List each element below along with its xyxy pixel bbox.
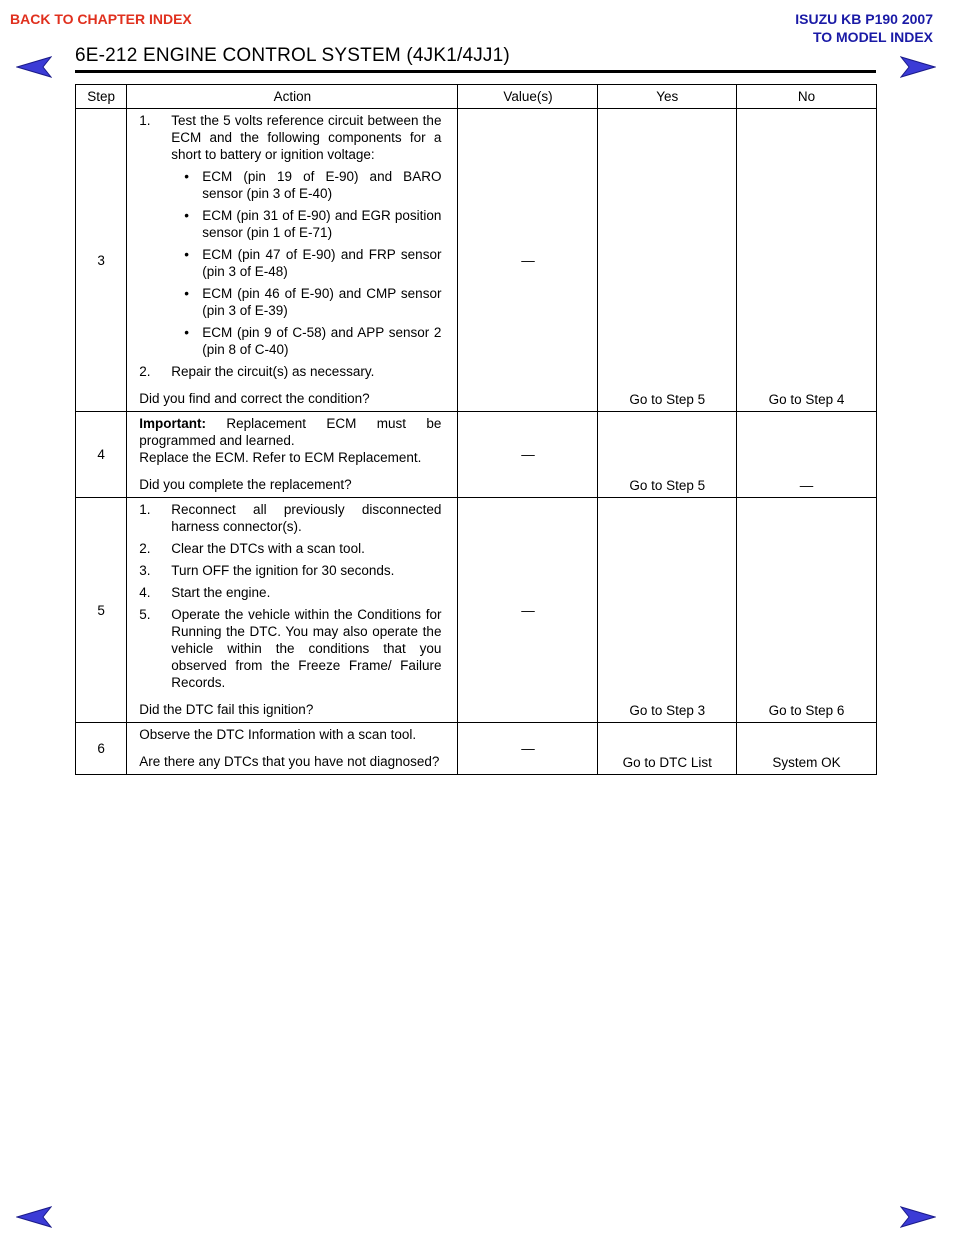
action-cell — [127, 723, 458, 775]
next-page-arrow-icon[interactable] — [900, 56, 936, 78]
no-cell: Go to Step 4 — [737, 109, 877, 412]
model-title: ISUZU KB P190 2007 — [795, 11, 933, 27]
item-number: 4. — [139, 585, 151, 600]
list-item — [139, 584, 441, 601]
item-text: Start the engine. — [171, 585, 271, 600]
value-cell: — — [458, 723, 598, 775]
item-number: 1. — [139, 502, 151, 517]
bullet: • — [184, 169, 189, 184]
header-action: Action — [127, 85, 458, 109]
step-number: 6 — [76, 723, 127, 775]
bullet: • — [184, 247, 189, 262]
item-text: Clear the DTCs with a scan tool. — [171, 541, 365, 556]
item-text: Repair the circuit(s) as necessary. — [171, 364, 375, 379]
table-header-row — [76, 85, 877, 109]
no-cell: Go to Step 6 — [737, 498, 877, 723]
yes-cell: Go to DTC List — [598, 723, 737, 775]
item-text: ECM (pin 9 of C-58) and APP sensor 2 (pin 8 of C-40) — [202, 325, 442, 357]
to-model-index-link[interactable]: TO MODEL INDEX — [812, 29, 933, 45]
item-number: 2. — [139, 541, 151, 556]
list-item — [139, 168, 441, 202]
item-text: ECM (pin 31 of E-90) and EGR position sensor (pin 1 of E-71) — [202, 208, 442, 240]
title-divider — [75, 70, 876, 73]
page-title: 6E-212 ENGINE CONTROL SYSTEM (4JK1/4JJ1) — [75, 45, 510, 66]
bullet: • — [184, 208, 189, 223]
item-text: ECM (pin 47 of E-90) and FRP sensor (pin 3 of E-48) — [202, 247, 442, 279]
prev-page-arrow-icon[interactable] — [16, 56, 52, 78]
question-text: Did you complete the replacement? — [139, 477, 352, 492]
list-item — [139, 363, 441, 380]
list-item — [139, 246, 441, 280]
instruction-text: Observe the DTC Information with a scan tool. — [139, 727, 417, 742]
yes-cell: Go to Step 5 — [598, 412, 737, 498]
table-row — [76, 498, 877, 723]
list-item — [139, 112, 441, 163]
header-step: Step — [76, 85, 127, 109]
no-cell: — — [737, 412, 877, 498]
step-number: 4 — [76, 412, 127, 498]
question-text: Are there any DTCs that you have not diagnosed? — [139, 754, 440, 769]
step-number: 5 — [76, 498, 127, 723]
item-number: 3. — [139, 563, 151, 578]
item-number: 2. — [139, 364, 151, 379]
table-row — [76, 109, 877, 412]
diagnostic-table — [75, 84, 877, 775]
header-values: Value(s) — [458, 85, 598, 109]
item-text: Test the 5 volts reference circuit between the ECM and the following components for a short to battery or ignition voltage: — [171, 113, 442, 162]
list-item — [139, 562, 441, 579]
list-item — [139, 540, 441, 557]
item-text: Operate the vehicle within the Conditions for Running the DTC. You may also operate the vehicle within the conditions that you observed from the Freeze Frame/ Failure Records. — [171, 607, 442, 690]
step-number: 3 — [76, 109, 127, 412]
yes-cell: Go to Step 3 — [598, 498, 737, 723]
list-item — [139, 324, 441, 358]
list-item — [139, 285, 441, 319]
value-cell: — — [458, 498, 598, 723]
value-cell: — — [458, 412, 598, 498]
list-item — [139, 501, 441, 535]
bullet: • — [184, 286, 189, 301]
next-page-arrow-icon[interactable] — [900, 1206, 936, 1228]
item-text: Reconnect all previously disconnected harness connector(s). — [171, 502, 442, 534]
no-cell: System OK — [737, 723, 877, 775]
yes-cell: Go to Step 5 — [598, 109, 737, 412]
back-to-chapter-index-link[interactable]: BACK TO CHAPTER INDEX — [10, 11, 192, 27]
prev-page-arrow-icon[interactable] — [16, 1206, 52, 1228]
item-number: 1. — [139, 113, 151, 128]
item-text: Turn OFF the ignition for 30 seconds. — [171, 563, 395, 578]
list-item — [139, 207, 441, 241]
action-cell — [127, 498, 458, 723]
action-cell — [127, 109, 458, 412]
bullet: • — [184, 325, 189, 340]
header-no: No — [737, 85, 877, 109]
important-text: Replacement ECM must be programmed and learned. — [139, 416, 442, 448]
header-yes: Yes — [598, 85, 737, 109]
important-label: Important: — [139, 416, 206, 431]
important-note — [139, 415, 441, 449]
list-item — [139, 606, 441, 691]
table-row — [76, 723, 877, 775]
table-row — [76, 412, 877, 498]
value-cell: — — [458, 109, 598, 412]
question-text: Did the DTC fail this ignition? — [139, 702, 314, 717]
action-cell — [127, 412, 458, 498]
item-text: ECM (pin 19 of E-90) and BARO sensor (pin 3 of E-40) — [202, 169, 442, 201]
item-number: 5. — [139, 607, 151, 622]
instruction-text: Replace the ECM. Refer to ECM Replacement. — [139, 450, 422, 465]
question-text: Did you find and correct the condition? — [139, 391, 370, 406]
item-text: ECM (pin 46 of E-90) and CMP sensor (pin 3 of E-39) — [202, 286, 442, 318]
